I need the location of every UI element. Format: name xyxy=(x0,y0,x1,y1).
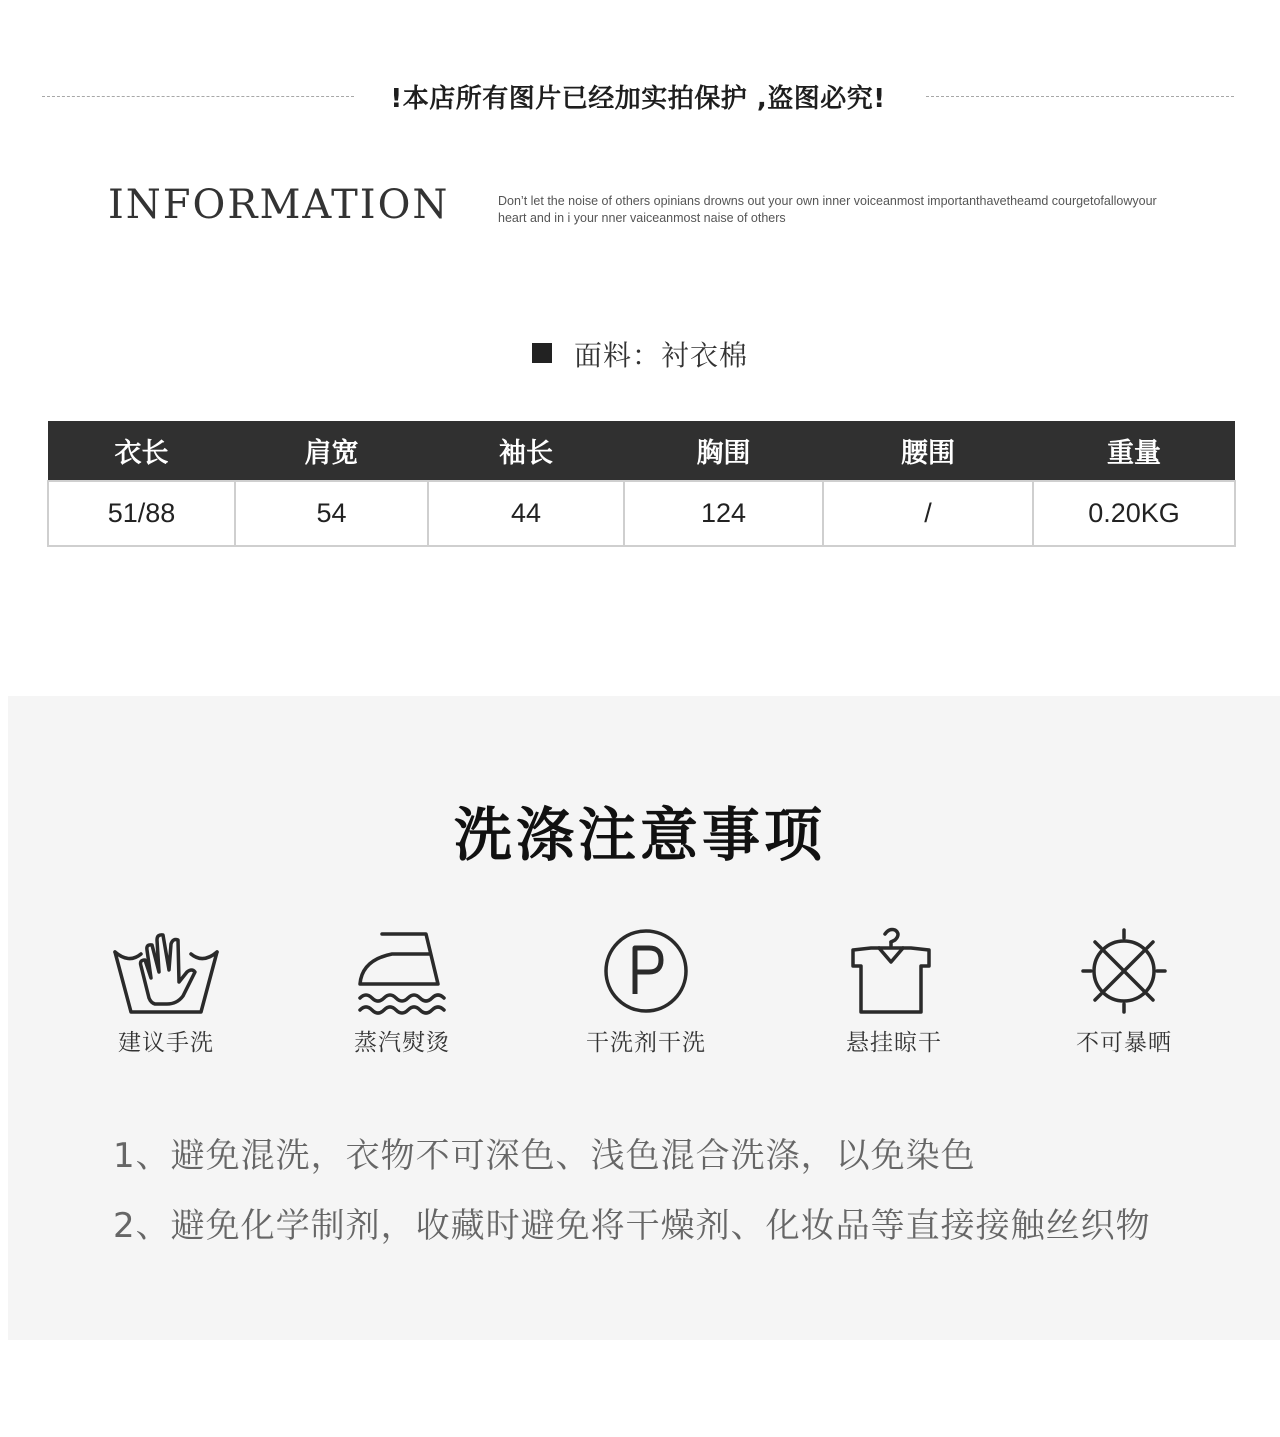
information-description: Don’t let the noise of others opinians drowns out your own inner voiceanmost importanthavetheamd courgetofallowyour heart and in i your nner vaiceanmost naise of others xyxy=(498,194,1157,225)
header-sleeve: 袖长 xyxy=(428,421,624,481)
care-label-hang-dry: 悬挂晾干 xyxy=(846,1030,942,1056)
care-item-dry-clean xyxy=(566,926,726,1057)
header-length: 衣长 xyxy=(48,421,235,481)
value-waist: / xyxy=(823,481,1033,546)
value-weight: 0.20KG xyxy=(1033,481,1235,546)
notice-divider-left xyxy=(42,96,354,97)
no-sun-icon xyxy=(1079,926,1169,1016)
hand-wash-icon xyxy=(111,926,221,1016)
care-label-no-sun: 不可暴晒 xyxy=(1076,1030,1172,1056)
notice-divider-right xyxy=(926,96,1234,97)
care-item-hang-dry xyxy=(814,926,974,1057)
steam-iron-icon xyxy=(352,926,452,1016)
care-title: 洗涤注意事项 xyxy=(453,801,826,869)
size-table-row xyxy=(48,481,1235,546)
value-shoulder: 54 xyxy=(235,481,428,546)
care-item-steam-iron xyxy=(322,926,482,1057)
care-item-no-sun xyxy=(1044,926,1204,1057)
square-bullet-icon xyxy=(532,343,552,363)
dry-clean-p-icon xyxy=(601,926,691,1016)
notice-bar xyxy=(42,74,1234,118)
care-label-hand-wash: 建议手洗 xyxy=(118,1030,214,1056)
information-title: INFORMATION xyxy=(108,182,450,228)
care-item-hand-wash xyxy=(86,926,246,1057)
header-chest: 胸围 xyxy=(624,421,823,481)
size-table-header-row xyxy=(48,421,1235,481)
value-sleeve: 44 xyxy=(428,481,624,546)
fabric-line xyxy=(0,334,1280,374)
header-shoulder: 肩宽 xyxy=(235,421,428,481)
hang-dry-icon xyxy=(849,926,939,1016)
care-note-2: 2、避免化学制剂，收藏时避免将干燥剂、化妆品等直接接触丝织物 xyxy=(113,1206,1151,1246)
care-note-1: 1、避免混洗，衣物不可深色、浅色混合洗涤，以免染色 xyxy=(113,1136,976,1176)
copyright-notice: !本店所有图片已经加实拍保护 ,盗图必究! xyxy=(390,84,886,114)
care-label-dry-clean: 干洗剂干洗 xyxy=(586,1030,706,1056)
size-table xyxy=(47,421,1236,547)
value-chest: 124 xyxy=(624,481,823,546)
value-length: 51/88 xyxy=(48,481,235,546)
fabric-label: 面料：衬衣棉 xyxy=(573,339,748,372)
header-waist: 腰围 xyxy=(823,421,1033,481)
header-weight: 重量 xyxy=(1033,421,1235,481)
care-label-steam-iron: 蒸汽熨烫 xyxy=(354,1030,450,1056)
